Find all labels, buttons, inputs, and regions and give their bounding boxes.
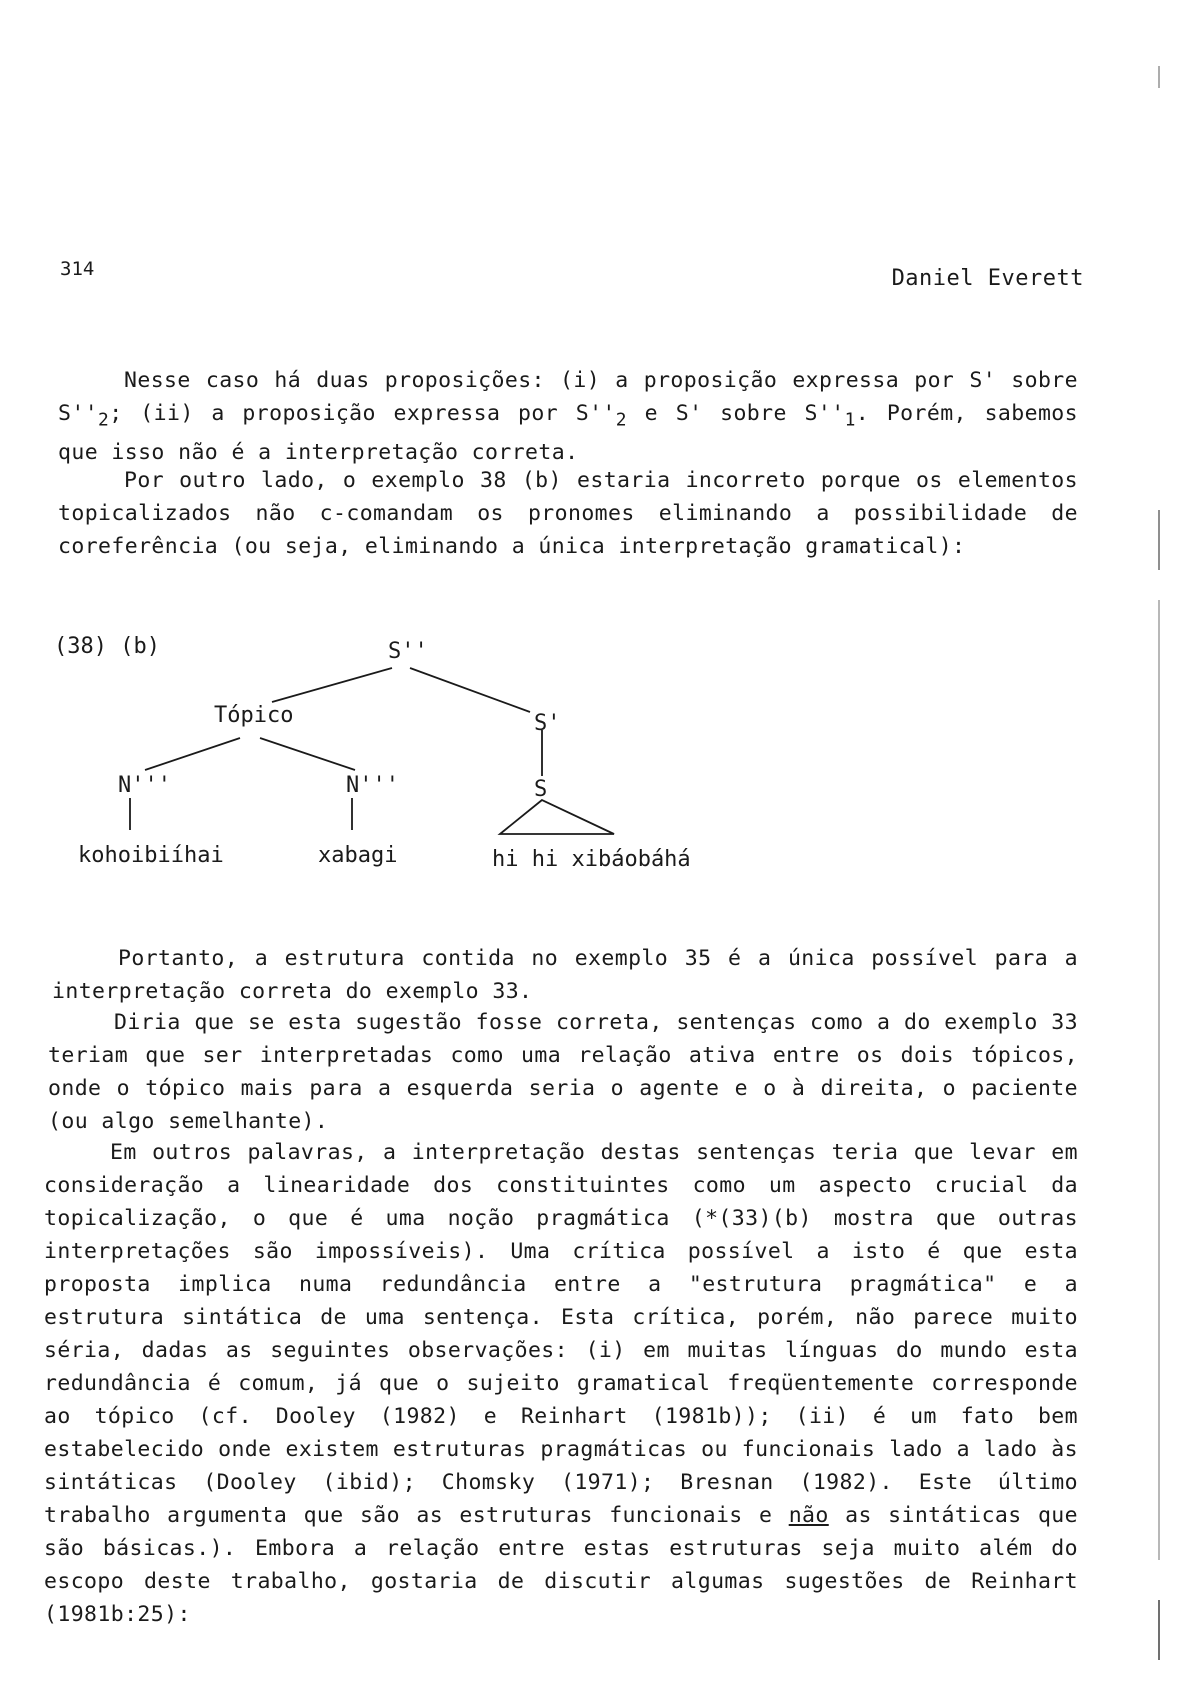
- paragraph-3: Portanto, a estrutura contida no exemplo 35 é a única possível para a interpretação correta do exemplo 33.: [52, 946, 1078, 1004]
- margin-mark-top: [1158, 66, 1160, 88]
- leaf-1: kohoibiíhai: [78, 843, 224, 868]
- paragraph-1-text-b: ; (ii) a proposição expressa por S'': [109, 401, 616, 426]
- edge-topic-n1: [145, 738, 240, 770]
- edge-topic-n2: [260, 738, 355, 770]
- paragraph-5: [44, 1136, 1078, 1631]
- margin-mark-bottom: [1158, 1600, 1160, 1660]
- triangle-s: [500, 800, 614, 834]
- margin-mark-low: [1158, 600, 1160, 1560]
- paragraph-1-text-a: Nesse caso há duas proposições: (i) a proposição expressa por S' sobre S'': [58, 368, 1078, 426]
- margin-mark-mid: [1158, 510, 1160, 570]
- leaf-3: hi hi xibáobáhá: [492, 847, 691, 872]
- paragraph-5-emphasis: não: [788, 1503, 829, 1528]
- page-number: 314: [60, 258, 95, 280]
- node-topic: Tópico: [214, 703, 294, 728]
- paragraph-5-text-a: Em outros palavras, a interpretação destas sentenças teria que levar em consideração a linearidade dos constituintes como um aspecto crucial da topicalização, o que é uma noção pragmática (*(33)(b) mostra que outras interpretações são impossíveis). Uma crítica possível a isto é que esta proposta implica numa redundância entre a "estrutura pragmática" e a estrutura sintática de uma sentença. Esta crítica, porém, não parece muito séria, dadas as seguintes observações: (i) em muitas línguas do mundo esta redundância é comum, já que o sujeito gramatical freqüentemente corresponde ao tópico (cf. Dooley (1982) e Reinhart (1981b)); (ii) é um fato bem estabelecido onde existem estruturas pragmáticas ou funcionais lado a lado às sintáticas (Dooley (ibid); Chomsky (1971); Bresnan (1982). Este último trabalho argumenta que são as estruturas funcionais e: [44, 1140, 1078, 1528]
- subscript-1: 1: [844, 409, 856, 431]
- paragraph-5-text-b: as sintáticas que são básicas.). Embora a relação entre estas estruturas seja muito além do escopo deste trabalho, gostaria de discutir algumas sugestões de Reinhart (1981b:25):: [44, 1503, 1078, 1627]
- node-s: S: [534, 777, 548, 802]
- running-head-author: Daniel Everett: [891, 266, 1084, 291]
- paragraph-1-text-c: e S' sobre S'': [626, 401, 845, 426]
- paragraph-1-text-d: . Porém, sabemos que isso não é a interpretação correta.: [58, 401, 1078, 466]
- leaf-2: xabagi: [318, 843, 398, 868]
- node-n2: N''': [346, 773, 399, 798]
- node-n1: N''': [118, 773, 171, 798]
- edge-root-topic: [272, 668, 392, 702]
- node-root: S'': [388, 639, 428, 664]
- example-label: (38) (b): [54, 634, 160, 659]
- node-sprime: S': [534, 711, 561, 736]
- edge-root-sprime: [410, 668, 530, 712]
- paragraph-4: Diria que se esta sugestão fosse correta, sentenças como a do exemplo 33 teriam que ser interpretadas como uma relação ativa entre os dois tópicos, onde o tópico mais para a esquerda seria o agente e o à direita, o paciente (ou algo semelhante).: [48, 1010, 1078, 1134]
- paragraph-2: Por outro lado, o exemplo 38 (b) estaria incorreto porque os elementos topicalizados não c-comandam os pronomes eliminando a possibilidade de coreferência (ou seja, eliminando a única interpretação gramatical):: [58, 468, 1078, 559]
- subscript-2a: 2: [98, 409, 110, 431]
- subscript-2b: 2: [615, 409, 627, 431]
